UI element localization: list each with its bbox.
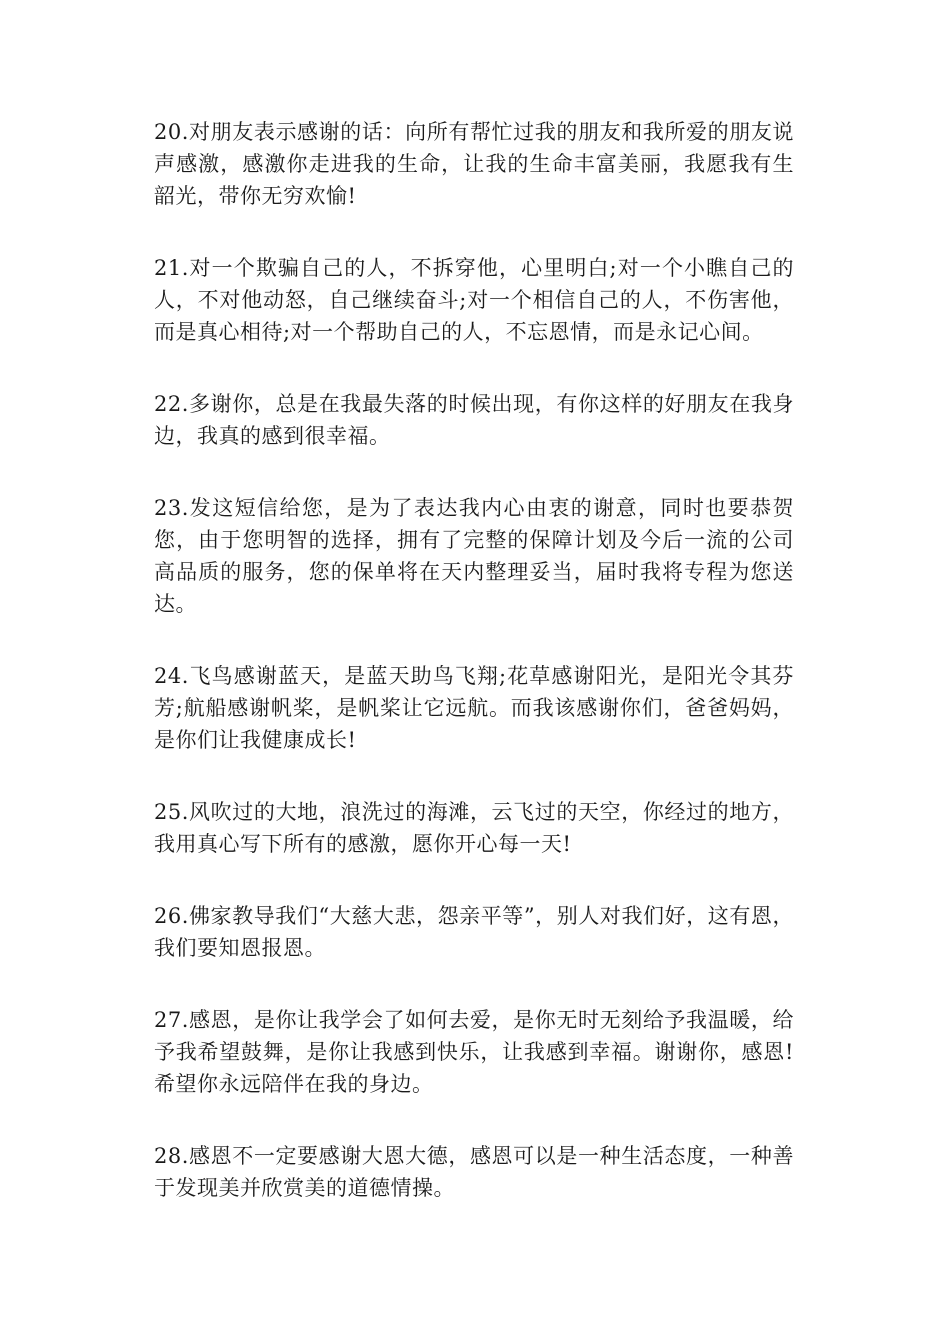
- paragraph-25: 25.风吹过的大地，浪洗过的海滩，云飞过的天空，你经过的地方，我用真心写下所有的感激，愿你开心每一天!: [154, 800, 794, 856]
- paragraph-26: 26.佛家教导我们“大慈大悲，怨亲平等”，别人对我们好，这有恩，我们要知恩报恩。: [154, 904, 794, 960]
- paragraph-20: 20.对朋友表示感谢的话：向所有帮忙过我的朋友和我所爱的朋友说声感激，感激你走进我的生命，让我的生命丰富美丽，我愿我有生韶光，带你无穷欢愉!: [154, 120, 794, 208]
- paragraph-23: 23.发这短信给您，是为了表达我内心由衷的谢意，同时也要恭贺您，由于您明智的选择，拥有了完整的保障计划及今后一流的公司高品质的服务，您的保单将在天内整理妥当，届时我将专程为您送达。: [154, 496, 794, 616]
- paragraph-28: 28.感恩不一定要感谢大恩大德，感恩可以是一种生活态度，一种善于发现美并欣赏美的道德情操。: [154, 1144, 794, 1200]
- paragraph-21: 21.对一个欺骗自己的人，不拆穿他，心里明白;对一个小瞧自己的人，不对他动怒，自己继续奋斗;对一个相信自己的人，不伤害他，而是真心相待;对一个帮助自己的人，不忘恩情，而是永记心间。: [154, 256, 794, 344]
- document-page: [154, 116, 794, 1244]
- paragraph-27: 27.感恩，是你让我学会了如何去爱，是你无时无刻给予我温暖，给予我希望鼓舞，是你让我感到快乐，让我感到幸福。谢谢你，感恩!希望你永远陪伴在我的身边。: [154, 1008, 794, 1096]
- paragraph-24: 24.飞鸟感谢蓝天，是蓝天助鸟飞翔;花草感谢阳光，是阳光令其芬芳;航船感谢帆桨，是帆桨让它远航。而我该感谢你们，爸爸妈妈，是你们让我健康成长!: [154, 664, 794, 752]
- paragraph-22: 22.多谢你，总是在我最失落的时候出现，有你这样的好朋友在我身边，我真的感到很幸福。: [154, 392, 794, 448]
